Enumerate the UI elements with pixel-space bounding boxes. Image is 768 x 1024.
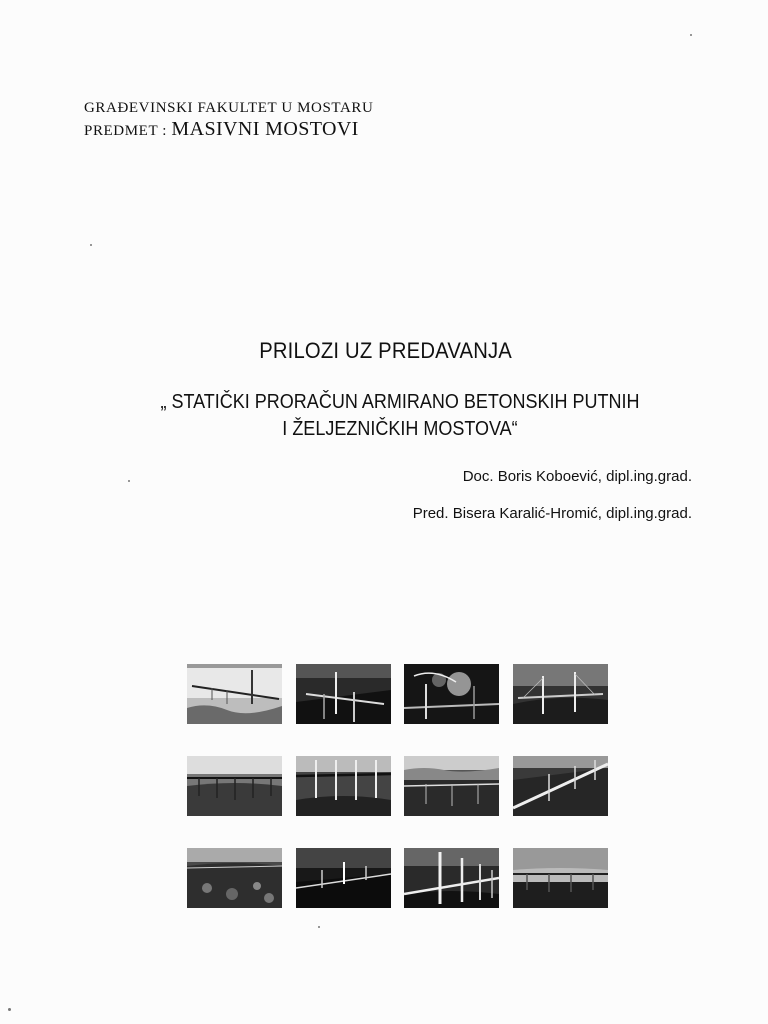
scan-speck bbox=[318, 926, 320, 928]
subject-label: PREDMET : bbox=[84, 123, 168, 139]
bridge-photo bbox=[513, 848, 608, 908]
author-1: Doc. Boris Koboević, dipl.ing.grad. bbox=[462, 468, 692, 485]
bridge-photo-image bbox=[296, 848, 391, 908]
subtitle-line-2: I ŽELJEZNIČKIH MOSTOVA“ bbox=[282, 418, 518, 440]
bridge-photo-image bbox=[404, 848, 499, 908]
scan-speck bbox=[128, 480, 130, 482]
document-header bbox=[84, 98, 373, 142]
scan-speck bbox=[90, 244, 92, 246]
bridge-photo bbox=[513, 756, 608, 816]
bridge-photo-image bbox=[513, 848, 608, 908]
author-2: Pred. Bisera Karalić-Hromić, dipl.ing.grad. bbox=[412, 505, 692, 522]
bridge-photo bbox=[296, 756, 391, 816]
bridge-photo-image bbox=[513, 664, 608, 724]
bridge-photo-image bbox=[404, 664, 499, 724]
subject-line bbox=[84, 118, 373, 142]
bridge-photo bbox=[296, 664, 391, 724]
scan-speck bbox=[690, 34, 692, 36]
bridge-photo bbox=[513, 664, 608, 724]
bridge-photo-image bbox=[513, 756, 608, 816]
photo-grid bbox=[187, 664, 607, 908]
bridge-photo-image bbox=[187, 664, 282, 724]
bridge-photo bbox=[404, 756, 499, 816]
bridge-photo bbox=[187, 848, 282, 908]
document-title: PRILOZI UZ PREDAVANJA bbox=[259, 338, 512, 363]
bridge-photo-image bbox=[296, 664, 391, 724]
document-subtitle bbox=[130, 389, 670, 443]
bridge-photo bbox=[404, 664, 499, 724]
faculty-name: GRAĐEVINSKI FAKULTET U MOSTARU bbox=[84, 100, 374, 116]
bridge-photo-image bbox=[296, 756, 391, 816]
bridge-photo-image bbox=[187, 756, 282, 816]
bridge-photo-image bbox=[404, 756, 499, 816]
subtitle-line-1: „ STATIČKI PRORAČUN ARMIRANO BETONSKIH PUTNIH bbox=[160, 391, 640, 413]
scan-speck bbox=[8, 1008, 11, 1011]
bridge-photo bbox=[187, 756, 282, 816]
bridge-photo bbox=[187, 664, 282, 724]
bridge-photo bbox=[296, 848, 391, 908]
bridge-photo-image bbox=[187, 848, 282, 908]
subject-name: MASIVNI MOSTOVI bbox=[171, 118, 359, 140]
bridge-photo bbox=[404, 848, 499, 908]
